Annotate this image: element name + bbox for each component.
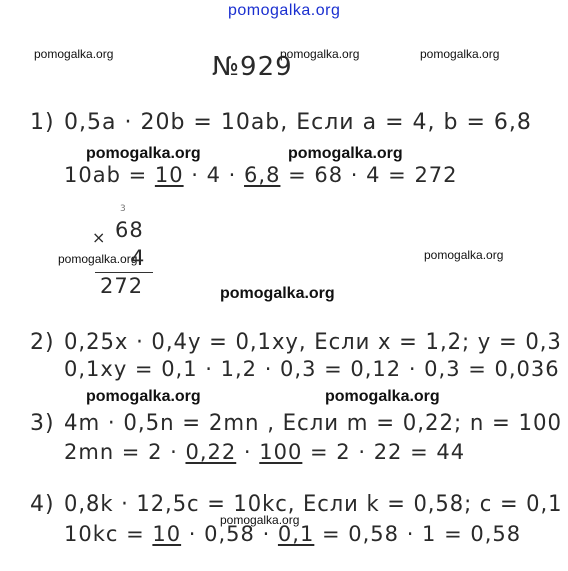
mult-second-number: 4 [131, 246, 146, 270]
watermark: pomogalka.org [288, 145, 403, 162]
part4-line2 [64, 522, 521, 546]
watermark: pomogalka.org [58, 252, 138, 266]
part3-line2-underlined-1: 0,22 [185, 440, 237, 464]
watermark: pomogalka.org [34, 47, 114, 61]
mult-sign: × [92, 228, 107, 247]
watermark: pomogalka.org [86, 388, 201, 405]
watermark: pomogalka.org [424, 248, 504, 262]
mult-carry: 3 [120, 204, 127, 214]
part3-line2 [64, 440, 465, 464]
mult-top-number: 68 [115, 218, 144, 242]
part1-line2-pre: 10ab = [64, 163, 155, 187]
part4-line2-post: = 0,58 · 1 = 0,58 [314, 522, 522, 546]
part2-line1: 0,25x · 0,4y = 0,1xy, Если x = 1,2; y = 0,3 [64, 330, 562, 355]
part2-line2: 0,1xy = 0,1 · 1,2 · 0,3 = 0,12 · 0,3 = 0,036 [64, 357, 560, 381]
part1-line2 [64, 163, 458, 187]
part1-number: 1) [30, 110, 55, 135]
part3-line2-mid: · [236, 440, 260, 464]
part3-number: 3) [30, 411, 55, 436]
part3-line1: 4m · 0,5n = 2mn , Если m = 0,22; n = 100 [64, 411, 563, 436]
part4-line2-underlined-1: 10 [152, 522, 182, 546]
part4-line2-underlined-2: 0,1 [277, 522, 315, 546]
part1-line2-underlined-2: 6,8 [244, 163, 281, 187]
part3-line2-post: = 2 · 22 = 44 [302, 440, 466, 464]
part2-number: 2) [30, 330, 55, 355]
watermark: pomogalka.org [220, 513, 300, 527]
watermark: pomogalka.org [86, 145, 201, 162]
part4-line2-pre: 10kc = [64, 522, 153, 546]
problem-title: №929 [212, 52, 293, 82]
watermark: pomogalka.org [220, 285, 335, 302]
part3-line2-pre: 2mn = 2 · [64, 440, 186, 464]
part4-line1: 0,8k · 12,5c = 10kc, Если k = 0,58; c = 0,1 [64, 492, 563, 517]
watermark: pomogalka.org [280, 47, 360, 61]
part1-line2-mid: · 4 · [183, 163, 245, 187]
watermark: pomogalka.org [325, 388, 440, 405]
part1-line2-post: = 68 · 4 = 272 [280, 163, 458, 187]
mult-underline [95, 272, 153, 273]
part1-line2-underlined-1: 10 [154, 163, 184, 187]
mult-result: 272 [100, 274, 144, 298]
watermark-link-top[interactable]: pomogalka.org [228, 2, 341, 19]
part1-line1: 0,5a · 20b = 10ab, Если a = 4, b = 6,8 [64, 110, 532, 135]
part4-line2-mid: · 0,58 · [181, 522, 278, 546]
part3-line2-underlined-2: 100 [259, 440, 303, 464]
part4-number: 4) [30, 492, 55, 517]
watermark: pomogalka.org [420, 47, 500, 61]
